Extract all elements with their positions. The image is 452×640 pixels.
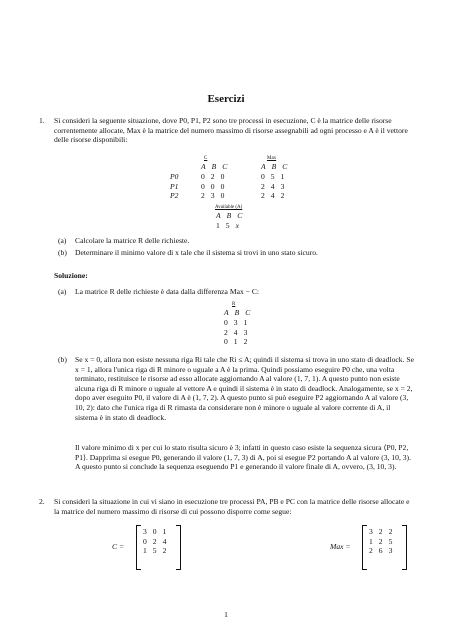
cell: 2 xyxy=(210,172,215,181)
solution-b-text-1: Se x = 0, allora non esiste nessuna riga Ri tale che Ri ≤ A; quindi il sistema si trova in uno stato di deadlock. Se x = 1, allora l'unica riga di R minore o uguale a A è la prima. Quindi possiamo eseguire P0 che, una volta terminato, restituisce le risorse ad esso allocate aggiornando A al valore (1, 7, 1). A questo punto non esiste alcuna riga di R minore o uguale al vettore A e quindi il sistema è in stato di deadlock. Analogamente, se x = 2, dopo aver eseguito P0, il valore di A è (1, 7, 2). A questo punto si può eseguire P2 aggiornando A al valore (3, 10, 2): dato che l'unica riga di R rimasta da considerare non è minore o uguale al valore corrente di A, il sistema è in stato di deadlock. xyxy=(75,355,414,422)
cell: 3 xyxy=(210,191,215,201)
cell: 3 xyxy=(388,546,393,556)
matrix-max-header xyxy=(258,162,290,172)
exercise-1-number: 1. xyxy=(39,116,45,125)
question-b-text: Determinare il minimo valore di x tale che il sistema si trovi in uno stato sicuro. xyxy=(75,248,318,257)
cell: 4 xyxy=(270,191,275,201)
cell: 2 xyxy=(280,191,285,201)
cell: 1 xyxy=(162,527,167,536)
cell: 2 xyxy=(243,337,248,347)
cell: x xyxy=(235,221,239,230)
table-row xyxy=(258,172,287,182)
cell: 5 xyxy=(225,221,230,230)
cell: 3 xyxy=(243,327,248,337)
cell: 2 xyxy=(162,546,167,556)
available-vector xyxy=(213,221,242,231)
matrix-max-caption: Max xyxy=(267,156,277,161)
table-row xyxy=(140,537,169,547)
table-row xyxy=(221,328,250,338)
cell: 4 xyxy=(270,181,275,191)
cell: 2 xyxy=(378,536,383,546)
cell: 0 xyxy=(210,181,215,191)
cell: 2 xyxy=(369,546,373,556)
cell: 0 xyxy=(220,191,225,201)
matrix-c xyxy=(198,172,227,201)
table-row xyxy=(366,546,395,556)
cell: 5 xyxy=(152,546,157,556)
table-row xyxy=(221,337,250,347)
col-header: B xyxy=(271,162,277,171)
process-label: P1 xyxy=(170,181,179,191)
exercise-2-text: Si consideri la situazione in cui vi siano in esecuzione tre processi PA, PB e PC con la matrice delle risorse allocate e la matrice del numero massimo di risorse di cui possono disporre come segue: xyxy=(54,497,410,516)
col-header: B xyxy=(226,211,232,220)
page-number: 1 xyxy=(224,610,228,619)
available-caption: Available (A) xyxy=(215,205,243,210)
cell: 0 xyxy=(220,181,225,191)
cell: 1 xyxy=(243,318,248,327)
cell: 0 xyxy=(224,318,228,327)
cell: 1 xyxy=(143,546,147,556)
table-row xyxy=(198,172,227,182)
col-header: C xyxy=(245,308,251,317)
col-header: C xyxy=(222,162,228,171)
col-header: C xyxy=(282,162,288,171)
solution-a-label: (a) xyxy=(58,287,67,296)
col-header: A xyxy=(201,162,206,171)
question-a-text: Calcolare la matrice R delle richieste. xyxy=(75,236,190,245)
cell: 5 xyxy=(270,172,275,181)
exercise-2-number: 2. xyxy=(39,497,45,506)
cell: 2 xyxy=(378,527,383,536)
matrix-r-header xyxy=(221,308,253,318)
table-row xyxy=(366,527,395,537)
cell: 0 xyxy=(261,172,265,181)
col-header: B xyxy=(234,308,240,317)
available-header xyxy=(213,211,245,221)
process-label: P0 xyxy=(170,172,179,181)
cell: 3 xyxy=(143,527,147,536)
solution-label: Soluzione: xyxy=(54,271,88,280)
question-a-label: (a) xyxy=(58,236,67,245)
solution-b-text-2: Il valore minimo di x per cui lo stato risulta sicuro è 3; infatti in questo caso esiste la sequenza sicura ⟨P0, P2, P1⟩. Dapprima si esegue P0, generando il valore (1, 7, 3) di A, poi si esegue P2 portando A al valore (3, 10, 3). A questo punto si conclude la sequenza eseguendo P1 e generando il valore finale di A, ovvero, (3, 10, 3). xyxy=(75,443,411,472)
cell: 2 xyxy=(261,181,265,191)
cell: 6 xyxy=(378,546,383,556)
table-row xyxy=(258,191,287,201)
exercise-1-text: Si consideri la seguente situazione, dove P0, P1, P2 sono tre processi in esecuzione, C è la matrice delle risorse correntemente allocate, Max è la matrice del numero massimo di risorse assegnabili ad ogni processo e A è il vettore delle risorse disponibili: xyxy=(54,116,408,145)
cell: 3 xyxy=(233,318,238,327)
matrix-r-caption: R xyxy=(232,302,236,307)
cell: 1 xyxy=(233,337,238,347)
question-b-label: (b) xyxy=(58,248,67,257)
table-row xyxy=(198,182,227,192)
cell: 2 xyxy=(224,327,228,337)
cell: 0 xyxy=(143,536,147,546)
cell: 3 xyxy=(280,181,285,191)
col-header: B xyxy=(211,162,217,171)
col-header: A xyxy=(224,308,229,317)
table-row xyxy=(140,527,169,537)
cell: 5 xyxy=(388,536,393,546)
cell: 4 xyxy=(233,327,238,337)
matrix-c-caption: C xyxy=(204,156,208,161)
process-labels xyxy=(170,172,178,201)
table-row xyxy=(140,546,169,556)
cell: 0 xyxy=(220,172,225,181)
col-header: C xyxy=(237,211,243,220)
matrix-max xyxy=(258,172,287,201)
cell: 1 xyxy=(216,221,220,230)
solution-a-text: La matrice R delle richieste è data dalla differenza Max − C: xyxy=(75,287,259,296)
col-header: A xyxy=(216,211,221,220)
cell: 0 xyxy=(201,181,205,191)
matrix-max2-label: Max = xyxy=(330,542,351,551)
col-header: A xyxy=(261,162,266,171)
cell: 2 xyxy=(261,191,265,201)
table-row xyxy=(366,537,395,547)
table-row xyxy=(198,191,227,201)
cell: 0 xyxy=(201,172,205,181)
cell: 1 xyxy=(280,172,285,181)
table-row xyxy=(213,221,242,231)
cell: 2 xyxy=(388,527,393,536)
cell: 0 xyxy=(152,527,157,536)
cell: 3 xyxy=(369,527,373,536)
cell: 2 xyxy=(201,191,205,201)
solution-b-label: (b) xyxy=(58,355,67,364)
cell: 4 xyxy=(162,536,167,546)
right-bracket xyxy=(176,525,181,570)
matrix-max2 xyxy=(366,527,395,556)
table-row xyxy=(221,318,250,328)
matrix-c-header xyxy=(198,162,230,172)
matrix-c2 xyxy=(140,527,169,556)
process-label: P2 xyxy=(170,191,179,201)
cell: 0 xyxy=(224,337,228,347)
table-row xyxy=(258,182,287,192)
page-title: Esercizi xyxy=(207,93,245,105)
cell: 1 xyxy=(369,536,373,546)
matrix-r xyxy=(221,318,250,347)
matrix-c2-label: C = xyxy=(112,542,125,551)
right-bracket xyxy=(402,525,407,570)
cell: 2 xyxy=(152,536,157,546)
